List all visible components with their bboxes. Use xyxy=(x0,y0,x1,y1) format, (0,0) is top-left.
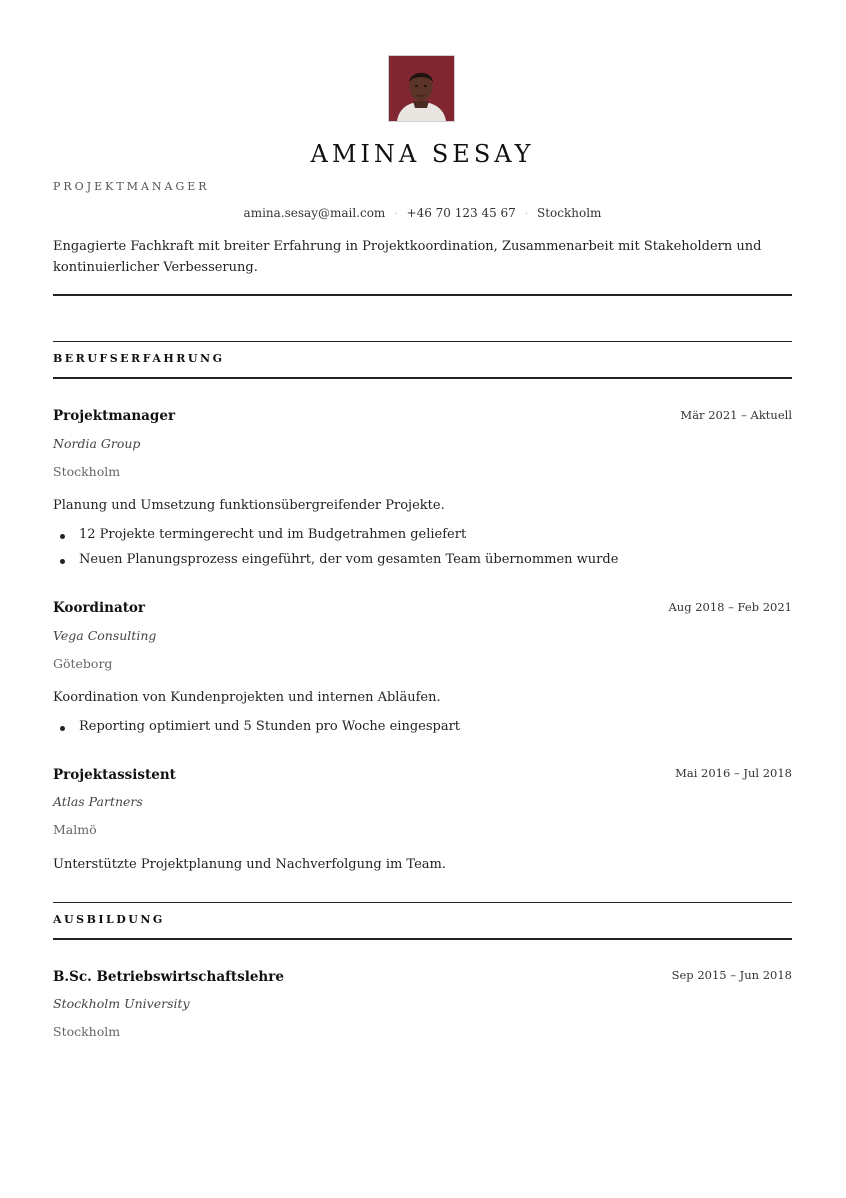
job-description: Unterstützte Projektplanung und Nachverfolgung im Team. xyxy=(53,857,446,872)
contact-line xyxy=(53,206,792,220)
contact-phone[interactable]: +46 70 123 45 67 xyxy=(406,206,516,220)
job-bullet: 12 Projekte termingerecht und im Budgetrahmen geliefert xyxy=(79,527,467,542)
candidate-role: PROJEKTMANAGER xyxy=(53,180,210,193)
job-title: Koordinator xyxy=(53,600,146,616)
contact-separator: · xyxy=(524,209,528,220)
education-date: Sep 2015 – Jun 2018 xyxy=(671,968,792,982)
contact-separator: · xyxy=(394,209,398,220)
education-school: Stockholm University xyxy=(53,996,190,1011)
job-title: Projektmanager xyxy=(53,408,176,424)
section-bottom-rule xyxy=(53,938,792,940)
job-date: Aug 2018 – Feb 2021 xyxy=(668,600,792,614)
job-location: Malmö xyxy=(53,822,97,837)
job-location: Stockholm xyxy=(53,464,121,479)
section-title-experience: BERUFSERFAHRUNG xyxy=(53,352,225,365)
section-bottom-rule xyxy=(53,377,792,379)
job-company: Nordia Group xyxy=(53,436,141,451)
job-bullet: Reporting optimiert und 5 Stunden pro Woche eingespart xyxy=(79,719,461,734)
section-top-rule xyxy=(53,341,792,342)
candidate-name: AMINA SESAY xyxy=(310,140,535,168)
job-company: Vega Consulting xyxy=(53,628,157,643)
section-title-education: AUSBILDUNG xyxy=(53,913,165,926)
contact-city: Stockholm xyxy=(537,206,602,220)
profile-photo xyxy=(388,55,455,122)
section-top-rule xyxy=(53,902,792,903)
job-date: Mär 2021 – Aktuell xyxy=(680,408,792,422)
profile-summary: Engagierte Fachkraft mit breiter Erfahrung in Projektkoordination, Zusammenarbeit mit Stakeholdern und kontinuierlicher Verbesserung. xyxy=(53,239,762,275)
contact-email[interactable]: amina.sesay@mail.com xyxy=(243,206,386,220)
job-bullet: Neuen Planungsprozess eingeführt, der vom gesamten Team übernommen wurde xyxy=(79,552,619,567)
header-divider xyxy=(53,294,792,296)
education-location: Stockholm xyxy=(53,1024,121,1039)
job-company: Atlas Partners xyxy=(53,794,143,809)
job-description: Koordination von Kundenprojekten und internen Abläufen. xyxy=(53,690,441,705)
job-date: Mai 2016 – Jul 2018 xyxy=(675,766,792,780)
job-title: Projektassistent xyxy=(53,767,176,783)
job-location: Göteborg xyxy=(53,656,113,671)
job-description: Planung und Umsetzung funktionsübergreifender Projekte. xyxy=(53,498,445,513)
education-degree: B.Sc. Betriebswirtschaftslehre xyxy=(53,969,284,985)
profile-photo-image xyxy=(389,56,454,121)
